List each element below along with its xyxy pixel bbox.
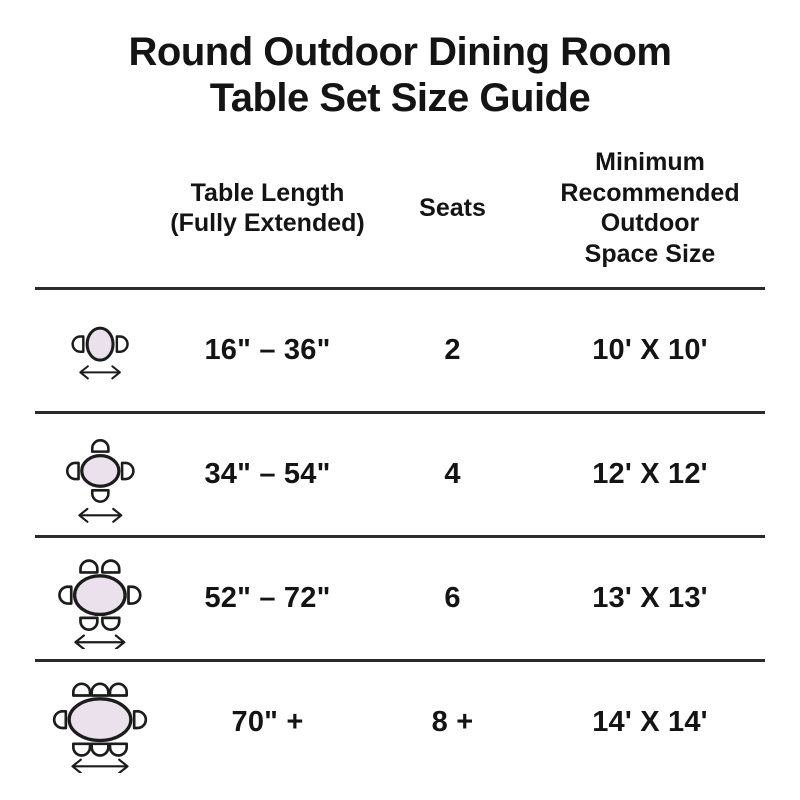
table-length-cell: 16" – 36" <box>204 334 331 367</box>
round-table-8-seats-icon <box>40 673 160 773</box>
table-row <box>35 535 765 659</box>
round-table-4-seats-icon <box>35 425 165 525</box>
table-length-cell: 70" + <box>231 706 304 739</box>
table-row <box>35 287 765 411</box>
header-space-size-line-2: Recommended <box>560 178 740 207</box>
table-length-cell: 52" – 72" <box>204 582 331 615</box>
seats-cell: 8 + <box>431 706 474 739</box>
header-space-size-line-4: Space Size <box>584 239 716 268</box>
table-top <box>87 328 113 360</box>
page-title-line-1: Round Outdoor Dining Room <box>128 30 672 74</box>
page-title-line-2: Table Set Size Guide <box>209 75 591 120</box>
space-size-cell: 12' X 12' <box>592 458 708 491</box>
round-table-6-seats-icon <box>35 548 165 649</box>
table-top <box>81 455 118 486</box>
header-table-length-line-2: (Fully Extended) <box>170 209 365 238</box>
space-size-cell: 14' X 14' <box>592 706 708 739</box>
header-row <box>35 147 765 287</box>
header-table-length-line-1: Table Length <box>190 178 345 207</box>
extension-arrow-icon <box>79 509 121 522</box>
page-title <box>0 30 800 121</box>
seats-cell: 6 <box>444 582 461 615</box>
space-size-cell: 10' X 10' <box>592 334 708 367</box>
header-seats: Seats <box>419 193 486 222</box>
round-table-2-seats-icon <box>62 319 138 383</box>
seats-cell: 2 <box>444 334 461 367</box>
space-size-cell: 13' X 13' <box>592 582 708 615</box>
extension-arrow-icon <box>76 636 125 649</box>
header-space-size-line-1: Minimum <box>595 148 705 177</box>
round-table-4-seats-icon <box>60 425 141 525</box>
table-top <box>75 576 125 615</box>
table-row <box>35 659 765 783</box>
round-table-2-seats-icon <box>35 319 165 383</box>
header-space-size <box>535 147 765 269</box>
extension-arrow-icon <box>73 759 128 772</box>
table-top <box>69 699 131 741</box>
round-table-6-seats-icon <box>46 548 154 649</box>
table-length-cell: 34" – 54" <box>204 458 331 491</box>
header-space-size-line-3: Outdoor <box>600 209 700 238</box>
table-row <box>35 411 765 535</box>
seats-cell: 4 <box>444 458 461 491</box>
round-table-8-seats-icon <box>35 673 165 773</box>
extension-arrow-icon <box>80 366 120 378</box>
size-guide-table <box>35 147 765 783</box>
header-table-length <box>165 178 370 239</box>
